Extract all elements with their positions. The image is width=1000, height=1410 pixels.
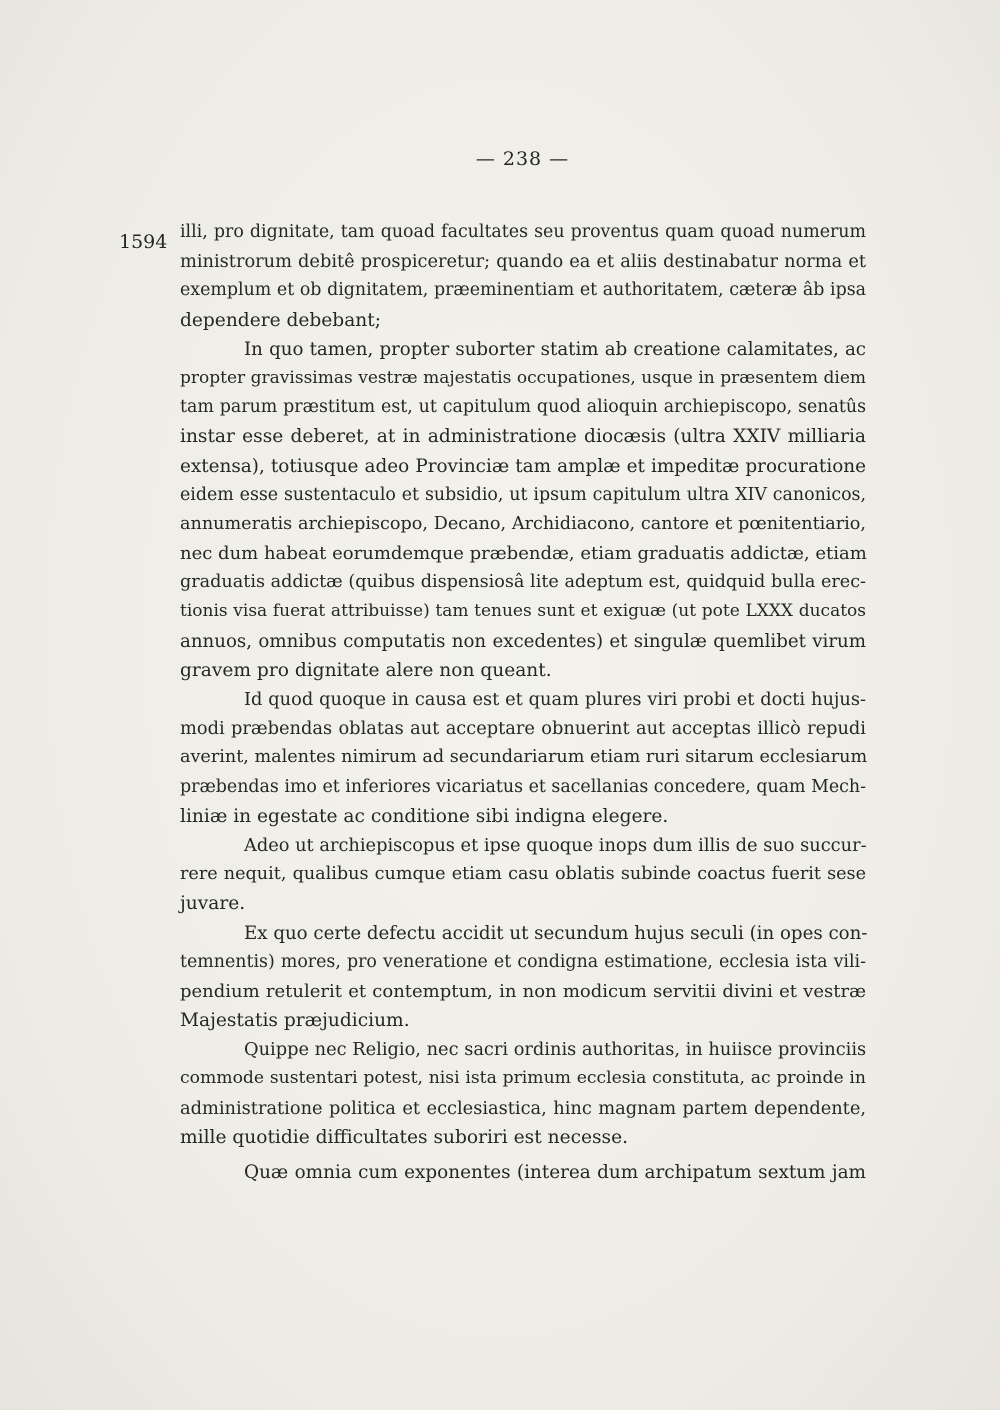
text-line: Ex quo certe defectu accidit ut secundum hujus seculi (in opes con- (244, 922, 868, 944)
text-line: ministrorum debitê prospiceretur; quando ea et aliis destinabatur norma et (180, 251, 866, 273)
text-line: juvare. (180, 893, 246, 915)
text-line: pendium retulerit et contemptum, in non modicum servitii divini et vestræ (180, 980, 866, 1002)
text-line: Majestatis præjudicium. (180, 1010, 410, 1032)
text-line: illi, pro dignitate, tam quoad facultates seu proventus quam quoad numerum (180, 222, 866, 242)
text-line: Id quod quoque in causa est et quam plures viri probi et docti hujus- (244, 689, 866, 710)
margin-year-note: 1594 (119, 231, 168, 253)
text-line: administratione politica et ecclesiastica, hinc magnam partem dependente, (180, 1097, 866, 1119)
text-line: extensa), totiusque adeo Provinciæ tam amplæ et impeditæ procuratione (180, 455, 866, 477)
text-line: averint, malentes nimirum ad secundariarum etiam ruri sitarum ecclesiarum (180, 747, 868, 768)
text-line: nec dum habeat eorumdemque præbendæ, etiam graduatis addictæ, etiam (180, 543, 867, 565)
text-line: rere nequit, qualibus cumque etiam casu oblatis subinde coactus fuerit sese (180, 864, 866, 885)
text-line: annumeratis archiepiscopo, Decano, Archidiacono, cantore et pœnitentiario, (180, 513, 866, 534)
text-line: exemplum et ob dignitatem, præeminentiam et authoritatem, cæteræ âb ipsa (180, 280, 866, 301)
text-line: annuos, omnibus computatis non excedentes) et singulæ quemlibet virum (180, 630, 866, 652)
text-line: dependere debebant; (180, 309, 382, 331)
body-text (180, 218, 866, 1187)
text-line: graduatis addictæ (quibus dispensiosâ lite adeptum est, quidquid bulla erec- (180, 572, 866, 593)
text-line: mille quotidie difficultates suboriri est necesse. (180, 1126, 628, 1148)
text-line: instar esse deberet, at in administratione diocæsis (ultra XXIV milliaria (180, 426, 866, 448)
text-line: temnentis) mores, pro veneratione et condigna estimatione, ecclesia ista vili- (180, 951, 866, 972)
page-number: — 238 — (475, 148, 570, 170)
text-line: liniæ in egestate ac conditione sibi indigna elegere. (180, 805, 669, 827)
text-line: propter gravissimas vestræ majestatis occupationes, usque in præsentem diem (180, 367, 866, 388)
text-line: tam parum præstitum est, ut capitulum quod alioquin archiepiscopo, senatûs (180, 397, 866, 418)
text-line: Adeo ut archiepiscopus et ipse quoque inops dum illis de suo succur- (244, 834, 867, 856)
text-line: eidem esse sustentaculo et subsidio, ut ipsum capitulum ultra XIV canonicos, (180, 484, 866, 505)
text-line: commode sustentari potest, nisi ista primum ecclesia constituta, ac proinde in (180, 1068, 866, 1089)
text-line: præbendas imo et inferiores vicariatus et sacellanias concedere, quam Mech- (180, 776, 866, 797)
text-line: In quo tamen, propter suborter statim ab creatione calamitates, ac (244, 338, 866, 360)
text-line: modi præbendas oblatas aut acceptare obnuerint aut acceptas illicò repudi (180, 718, 866, 740)
text-line: gravem pro dignitate alere non queant. (180, 659, 552, 681)
text-line: Quæ omnia cum exponentes (interea dum archipatum sextum jam (244, 1162, 866, 1183)
text-line: Quippe nec Religio, nec sacri ordinis authoritas, in huiisce provinciis (244, 1039, 867, 1061)
text-line: tionis visa fuerat attribuisse) tam tenues sunt et exiguæ (ut pote LXXX ducatos (180, 601, 866, 622)
